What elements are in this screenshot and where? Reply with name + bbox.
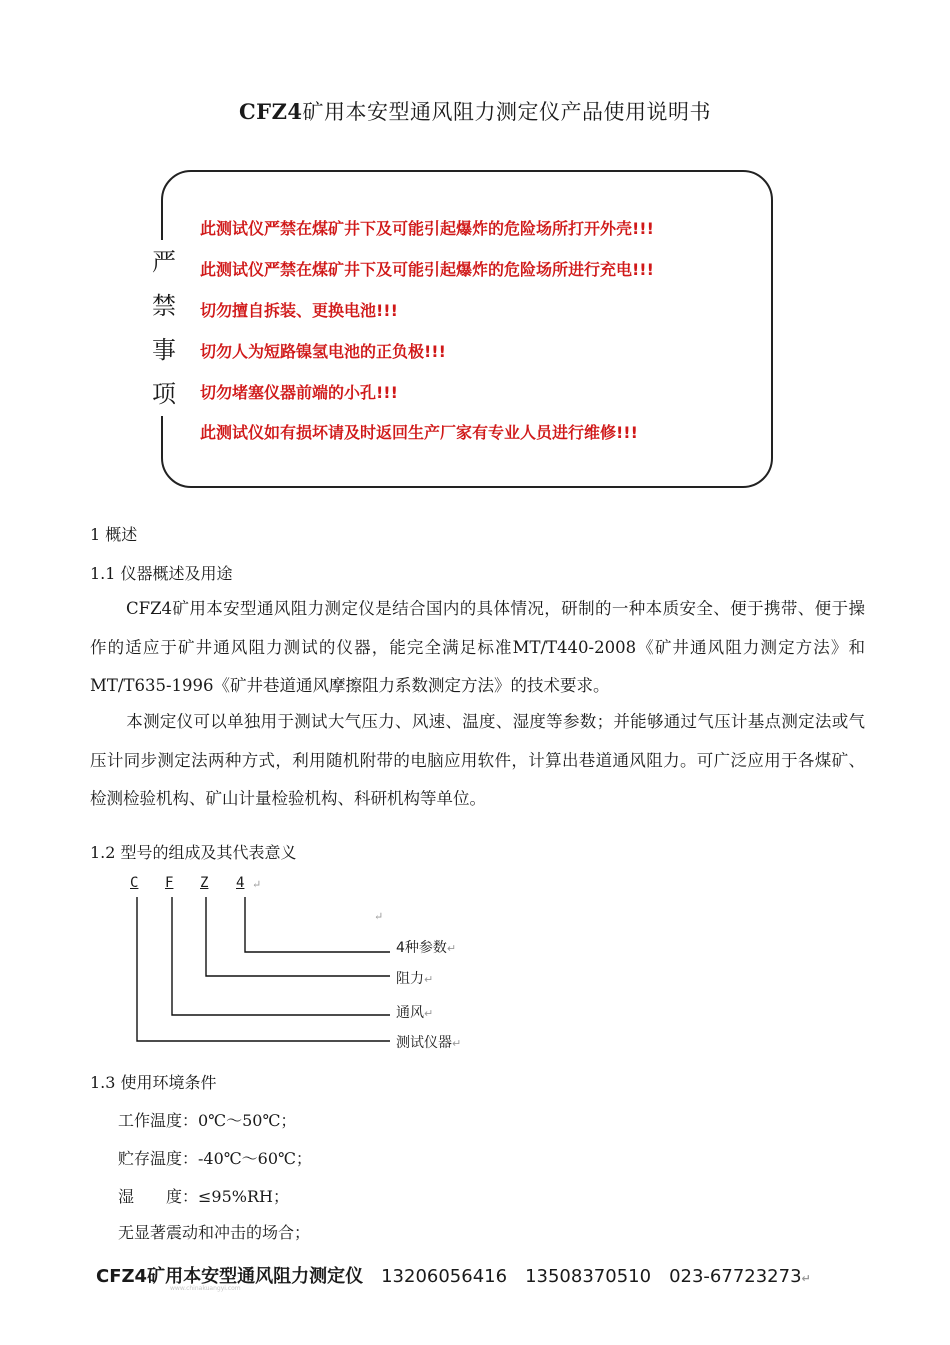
footer-watermark: www.chinakuangyi.com [170, 1285, 241, 1292]
warning-item: 此测试仪严禁在煤矿井下及可能引起爆炸的危险场所打开外壳!!! [200, 219, 654, 238]
connector-line-z [206, 897, 390, 976]
warning-item: 此测试仪严禁在煤矿井下及可能引起爆炸的危险场所进行充电!!! [200, 260, 654, 279]
diagram-label: 4种参数↵ [396, 940, 457, 956]
warning-label-char: 禁 [152, 292, 176, 320]
warning-item: 切勿擅自拆装、更换电池!!! [200, 301, 398, 320]
footer-phone: 13508370510 [525, 1266, 652, 1287]
code-letter: Z [200, 875, 209, 891]
paragraph-mark: ↵ [252, 878, 262, 891]
connector-line-c [137, 897, 390, 1041]
warning-item: 此测试仪如有损坏请及时返回生产厂家有专业人员进行维修!!! [200, 423, 638, 442]
env-condition: 湿 度：≤95%RH； [118, 1187, 289, 1206]
diagram-label: 通风↵ [396, 1005, 434, 1021]
footer-phone: 023-67723273 [669, 1266, 802, 1287]
subsection-heading: 1.1 仪器概述及用途 [90, 564, 233, 583]
paragraph-mark: ↵ [801, 1272, 811, 1285]
paragraph-text: 本测定仪可以单独用于测试大气压力、风速、温度、湿度等参数；并能够通过气压计基点测定法或气压计同步测定法两种方式，利用随机附带的电脑应用软件，计算出巷道通风阻力。可广泛应用于各煤矿、检测检验机构、矿山计量检验机构、科研机构等单位。 [90, 712, 865, 808]
warning-label-char: 严 [152, 248, 176, 276]
paragraph-mark: ↵ [374, 910, 384, 923]
subsection-heading: 1.3 使用环境条件 [90, 1073, 217, 1092]
subsection-heading: 1.2 型号的组成及其代表意义 [90, 843, 297, 862]
section-heading: 1 概述 [90, 525, 138, 544]
title-text: 矿用本安型通风阻力测定仪产品使用说明书 [302, 100, 712, 124]
diagram-label: 阻力↵ [396, 971, 434, 987]
title-model: CFZ4 [238, 99, 303, 124]
code-letter: F [165, 875, 174, 891]
warning-item: 切勿人为短路镍氢电池的正负极!!! [200, 342, 446, 361]
warning-item: 切勿堵塞仪器前端的小孔!!! [200, 383, 398, 402]
code-letter: 4 [236, 875, 245, 891]
env-condition: 无显著震动和冲击的场合； [118, 1223, 311, 1242]
env-condition: 工作温度：0℃～50℃； [118, 1111, 297, 1130]
footer-product: CFZ4矿用本安型通风阻力测定仪 [96, 1266, 364, 1287]
footer-phone: 13206056416 [381, 1266, 508, 1287]
diagram-label: 测试仪器↵ [396, 1035, 462, 1051]
connector-line-f [172, 897, 390, 1015]
connector-line-4 [245, 897, 390, 952]
warning-label-char: 事 [152, 336, 176, 364]
paragraph-text: CFZ4矿用本安型通风阻力测定仪是结合国内的具体情况，研制的一种本质安全、便于携带、便于操作的适应于矿井通风阻力测试的仪器，能完全满足标准MT/T440-2008《矿井通风阻力测定方法》和MT/T635-1996《矿井巷道通风摩擦阻力系数测定方法》的技术要求。 [90, 599, 865, 695]
env-condition: 贮存温度：-40℃～60℃； [118, 1149, 312, 1168]
code-letter: C [130, 875, 139, 891]
warning-label-char: 项 [152, 380, 176, 408]
